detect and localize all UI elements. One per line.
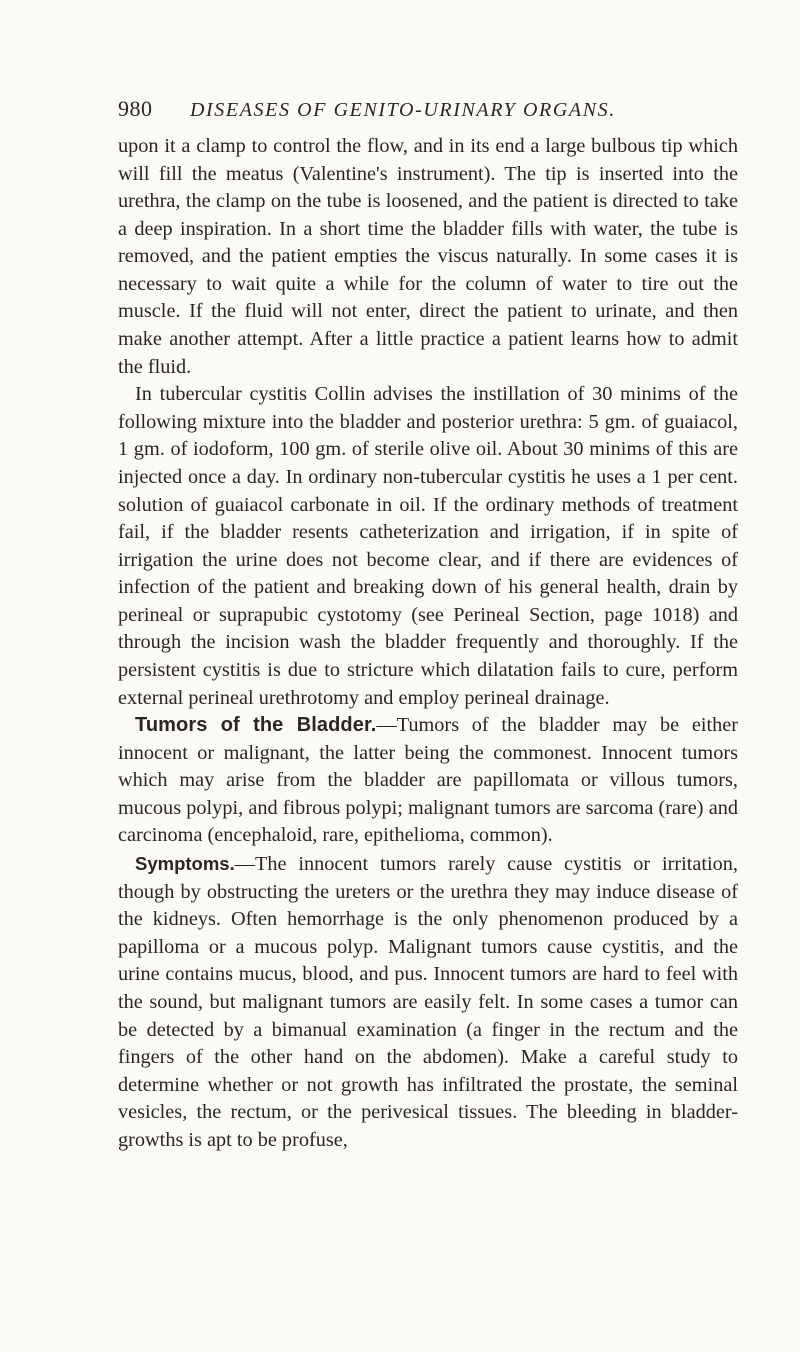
paragraph-symptoms: —The innocent tumors rarely cause cystitis or irritation, though by obstructing the ureters or the urethra they may induce disease of the kidneys. Often hemorrhage is the only phenomenon produced by a papilloma or a mucous polyp. Malignant tumors cause cystitis, and the urine contains mucus, blood, and pus. Innocent tumors are hard to feel with the sound, but malignant tumors are easily felt. In some cases a tumor can be detected by a bimanual examination (a finger in the rectum and the fingers of the other hand on the abdomen). Make a careful study to determine whether or not growth has infiltrated the prostate, the seminal vesicles, the rectum, or the perivesical tissues. The bleeding in bladder-growths is apt to be profuse, xyxy=(118,853,738,1151)
running-title: DISEASES OF GENITO-URINARY ORGANS. xyxy=(190,99,616,121)
running-head xyxy=(118,94,718,124)
section-symptoms xyxy=(118,850,738,1154)
paragraph-clamp-instructions: upon it a clamp to control the flow, and in its end a large bulbous tip which will fill the meatus (Valentine's instrument). The tip is inserted into the urethra, the clamp on the tube is loosened, and the patient is directed to take a deep inspiration. In a short time the bladder fills with water, the tube is removed, and the patient empties the viscus naturally. In some cases it is necessary to wait quite a while for the column of water to tire out the muscle. If the fluid will not enter, direct the patient to urinate, and then make another attempt. After a little practice a patient learns how to admit the fluid. xyxy=(118,135,738,378)
section-tumors-of-bladder xyxy=(118,712,738,850)
section-heading: Tumors of the Bladder. xyxy=(135,714,377,737)
subheading-symptoms: Symptoms. xyxy=(135,853,235,875)
paragraph-tubercular-cystitis: In tubercular cystitis Collin advises the instillation of 30 minims of the following mixture into the bladder and posterior urethra: 5 gm. of guaiacol, 1 gm. of iodoform, 100 gm. of sterile olive oil. About 30 minims of this are injected once a day. In ordinary non-tubercular cystitis he uses a 1 per cent. solution of guaiacol carbonate in oil. If the ordinary methods of treatment fail, if the bladder resents catheterization and irrigation, if in spite of irrigation the urine does not become clear, and if there are evidences of infection of the patient and breaking down of his general health, drain by perineal or suprapubic cystotomy (see Perineal Section, page 1018) and through the incision wash the bladder frequently and thoroughly. If the persistent cystitis is due to stricture which dilatation fails to cure, perform external perineal urethrotomy and employ perineal drainage. xyxy=(118,383,738,709)
body-text xyxy=(118,133,738,1154)
page-number: 980 xyxy=(118,96,153,121)
paragraph-tumors-intro: —Tumors of the bladder may be either innocent or malignant, the latter being the commonest. Innocent tumors which may arise from the bladder are papillomata or villous tumors, mucous polypi, and fibrous polypi; malignant tumors are sarcoma (rare) and carcinoma (encephaloid, rare, epithelioma, common). xyxy=(118,714,738,847)
